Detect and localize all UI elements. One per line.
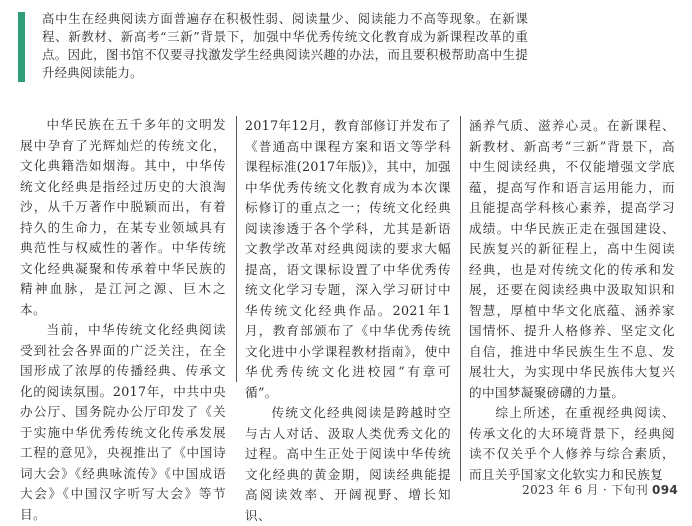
paragraph: 涵养气质、滋养心灵。在新课程、新教材、新高考“三新”背景下，高中生阅读经典，不仅能增强文学底蕴，提高写作和语言运用能力，而且能提高学科核心素养，提高学习成绩。中华民族正走在强国建设、民族复兴的新征程上，高中生阅读经典，也是对传统文化的传承和发展，还要在阅读经典中汲取知识和智慧，厚植中华文化底蕴、涵养家国情怀、提升人格修养、坚定文化自信，推进中华民族生生不息、发展壮大，为实现中华民族伟大复兴的中国梦凝聚磅礴的力量。	[469, 118, 675, 400]
text-column-2	[245, 116, 451, 526]
paragraph: 传统文化经典阅读是跨越时空与古人对话、汲取人类优秀文化的过程。高中生正处于阅读中华传统文化经典的黄金期，阅读经典能提高阅读效率、开阔视野、增长知识、	[245, 405, 451, 523]
text-column-1	[20, 115, 226, 525]
abstract-accent-bar	[18, 12, 25, 82]
page-number: 094	[652, 483, 678, 497]
abstract-box	[18, 10, 528, 86]
column-divider	[236, 116, 237, 382]
issue-date: 2023 年 6 月 · 下旬刊	[522, 483, 649, 497]
paragraph: 中华民族在五千多年的文明发展中孕育了光辉灿烂的传统文化，文化典籍浩如烟海。其中，中华传统文化经典是指经过历史的大浪淘沙，从千万著作中脱颖而出，有着持久的生命力，在某专业领域具有典范性与权威性的著作。中华传统文化经典凝聚和传承着中华民族的精神血脉，是江河之源、巨木之本。	[20, 117, 226, 317]
paragraph: 2017年12月，教育部修订并发布了《普通高中课程方案和语文等学科课程标准(2017年版)》，其中，加强中华优秀传统文化教育成为本次课标修订的重点之一；传统文化经典阅读渗透于各个学科，尤其是新语文教学改革对经典阅读的要求大幅提高，语文课标设置了中华优秀传统文化学习专题，深入学习研讨中华传统文化经典作品。2021年1月，教育部颁布了《中华优秀传统文化进中小学课程教材指南》，使中华优秀传统文化进校园“有章可循”。	[245, 118, 451, 400]
text-column-3	[469, 116, 675, 485]
page-footer	[522, 481, 678, 498]
paragraph: 综上所述，在重视经典阅读、传承文化的大环境背景下，经典阅读不仅关乎个人修养与综合素质，而且关乎国家文化软实力和民族复	[469, 405, 675, 482]
abstract-text: 高中生在经典阅读方面普遍存在积极性弱、阅读量少、阅读能力不高等现象。在新课程、新教材、新高考“三新”背景下，加强中华优秀传统文化教育成为新课程改革的重点。因此，图书馆不仅要寻找激发学生经典阅读兴趣的办法，而且要积极帮助高中生提升经典阅读能力。	[42, 11, 528, 80]
column-divider	[460, 116, 461, 481]
paragraph: 当前，中华传统文化经典阅读受到社会各界面的广泛关注，在全国形成了浓厚的传播经典、传承文化的阅读氛围。2017年，中共中央办公厅、国务院办公厅印发了《关于实施中华优秀传统文化传承发展工程的意见》，央视推出了《中国诗词大会》《经典咏流传》《中国成语大会》《中国汉字听写大会》等节目。	[20, 322, 226, 522]
